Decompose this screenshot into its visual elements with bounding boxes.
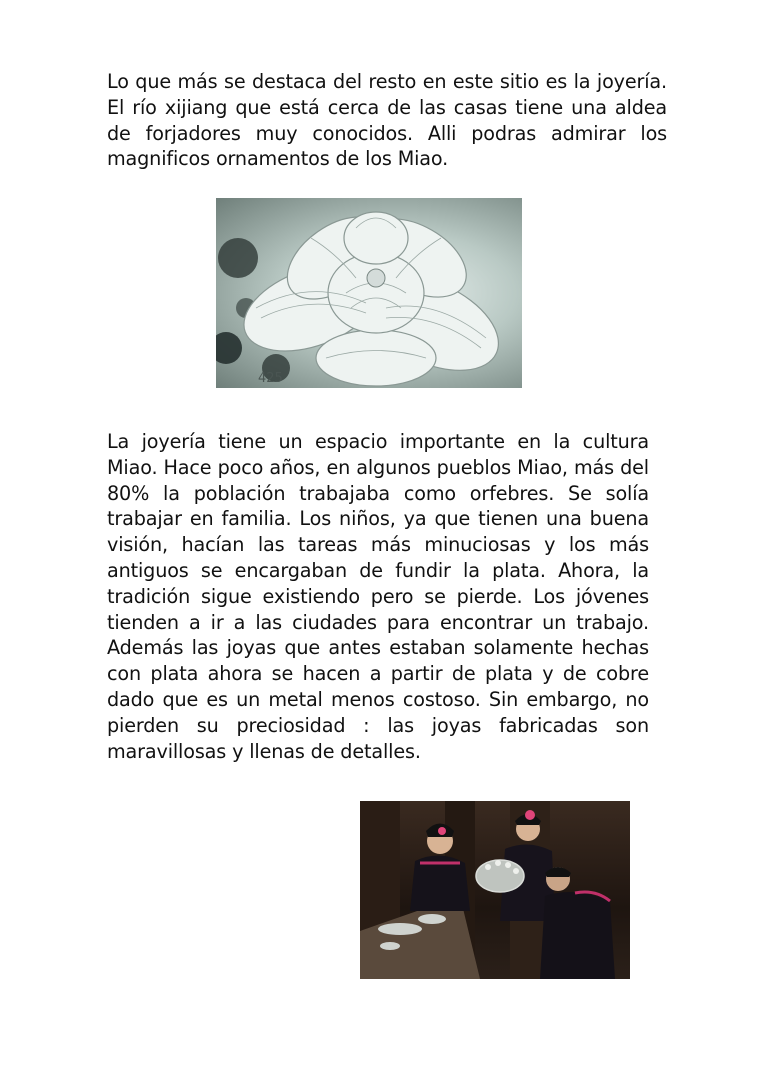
stamp-number: 425 (258, 371, 283, 386)
intro-paragraph: Lo que más se destaca del resto en este sitio es la joyería. El río xijiang que está cerca de las casas tiene una aldea de forjadores muy conocidos. Alli podras admirar los magnificos ornamentos de los Miao. (107, 70, 667, 171)
silver-filigree-flower-photo (216, 198, 522, 388)
culture-paragraph: La joyería tiene un espacio importante en la cultura Miao. Hace poco años, en algunos pueblos Miao, más del 80% la población trabajaba como orfebres. Se solía trabajar en familia. Los niños, ya que tienen una buena visión, hacían las tareas más minuciosas y los más antiguos se encargaban de fundir la plata. Ahora, la tradición sigue existiendo pero se pierde. Los jóvenes tienden a ir a las ciudades para encontrar un trabajo. Además las joyas que antes estaban solamente hechas con plata ahora se hacen a partir de plata y de cobre dado que es un metal menos costoso. Sin embargo, no pierden su preciosidad : las joyas fabricadas son maravillosas y llenas de detalles. (107, 430, 649, 763)
miao-silversmiths-photo (360, 801, 630, 979)
